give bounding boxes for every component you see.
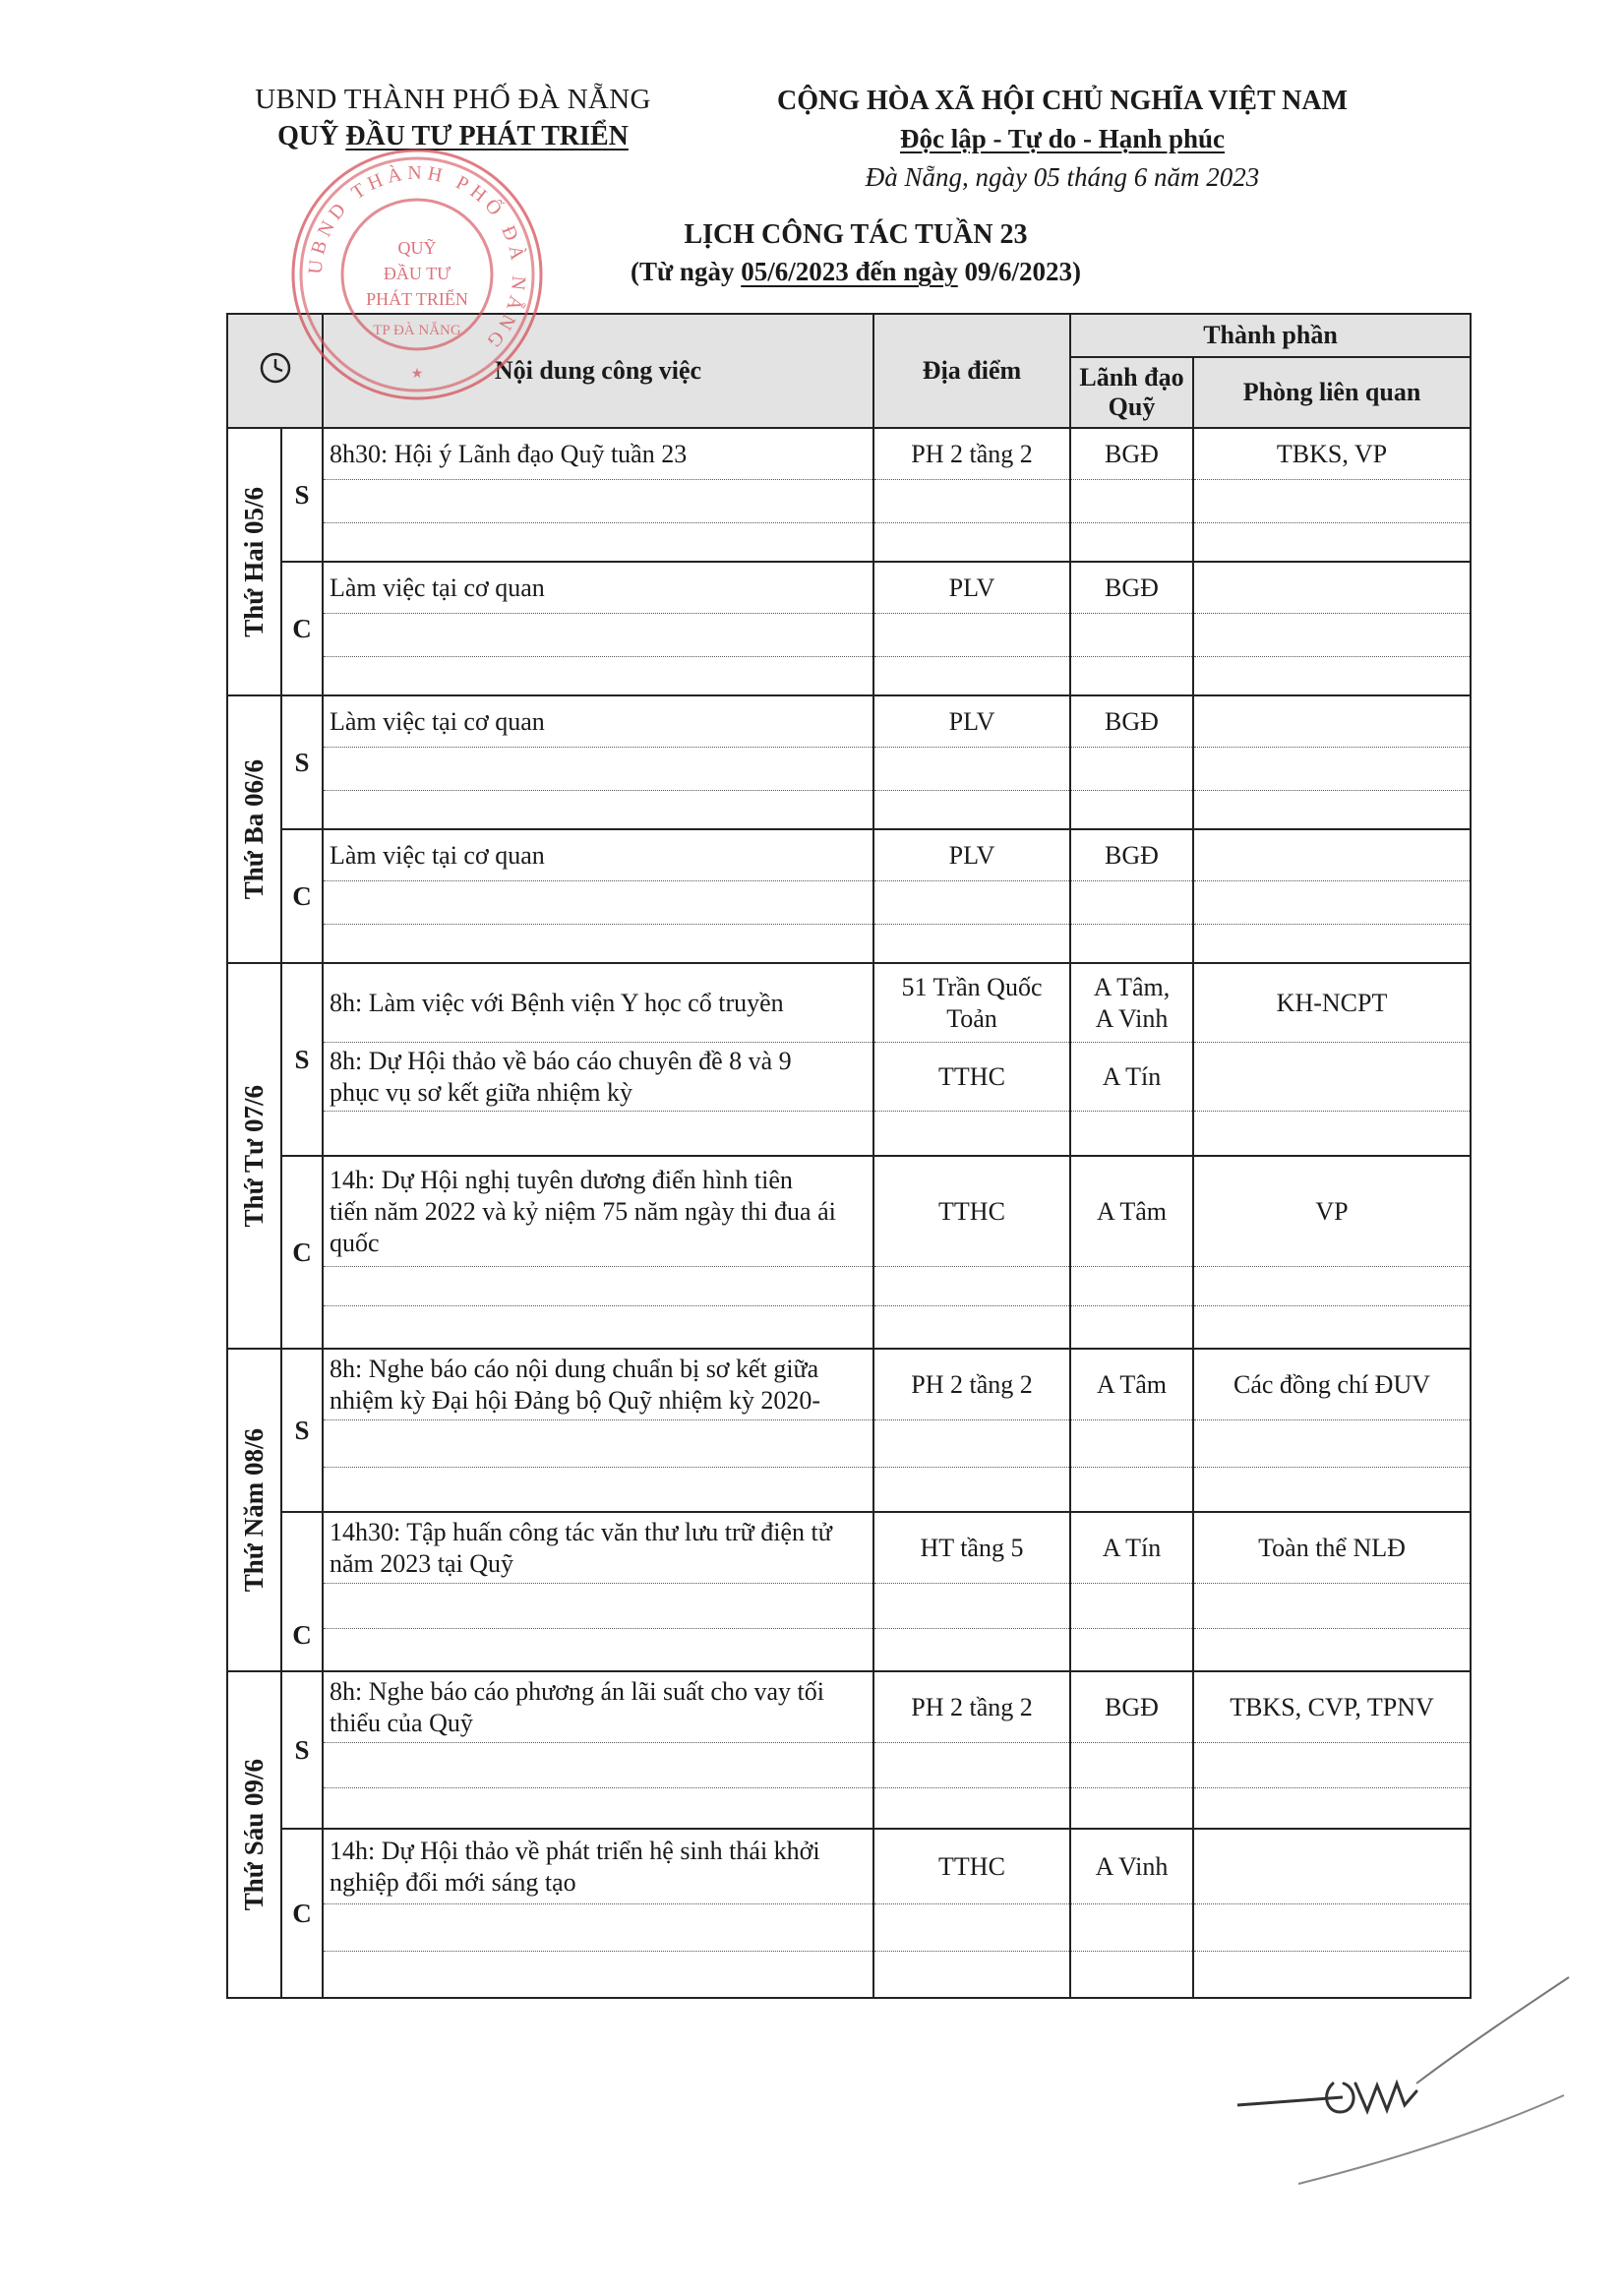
leader-value: BGĐ <box>1071 696 1192 748</box>
blank-line <box>874 881 1069 925</box>
day-cell <box>227 963 281 1349</box>
blank-line <box>874 480 1069 523</box>
national-title: CỘNG HÒA XÃ HỘI CHỦ NGHĨA VIỆT NAM <box>776 86 1349 116</box>
seal-center-3: PHÁT TRIỂN <box>366 289 468 309</box>
location-value: PH 2 tầng 2 <box>874 1672 1069 1743</box>
seal-ring-text: UBND THÀNH PHỐ ĐÀ NẴNG <box>304 161 530 355</box>
blank-line <box>874 748 1069 791</box>
blank-line <box>874 1743 1069 1788</box>
location-value: PLV <box>874 830 1069 881</box>
content-multiline <box>324 1350 872 1420</box>
location-cell <box>873 829 1070 963</box>
table-row <box>227 695 1471 829</box>
blank-line <box>1194 881 1470 925</box>
blank-line <box>324 657 872 694</box>
location-cell <box>873 1512 1070 1671</box>
blank-line <box>1071 748 1192 791</box>
blank-line <box>874 1629 1069 1670</box>
blank-line <box>1071 1306 1192 1348</box>
content-line: nhiệm kỳ Đại hội Đảng bộ Quỹ nhiệm kỳ 2020- <box>330 1385 820 1415</box>
content-cell <box>323 695 873 829</box>
leader-value: A Vinh <box>1071 1830 1192 1904</box>
location-header: Địa điểm <box>873 314 1070 428</box>
content-line: thiểu của Quỹ <box>330 1708 473 1737</box>
blank-line <box>1194 925 1470 962</box>
blank-line <box>324 1629 872 1670</box>
title-range-prefix: (Từ ngày <box>630 257 742 286</box>
session-code: C <box>281 829 323 963</box>
blank-line <box>874 791 1069 828</box>
day-label: Thứ Năm 08/6 <box>239 1427 269 1593</box>
blank-line <box>324 1904 872 1952</box>
blank-line <box>324 925 872 962</box>
leader-value: A Tín <box>1071 1043 1192 1112</box>
leader-value: BGĐ <box>1071 563 1192 614</box>
leader-cell <box>1070 695 1193 829</box>
blank-line <box>324 1267 872 1306</box>
content-multiline <box>324 1830 872 1904</box>
blank-line <box>324 748 872 791</box>
blank-line <box>1194 1043 1470 1112</box>
location-multiline <box>874 964 1069 1043</box>
content-line: 8h: Dự Hội thảo về báo cáo chuyên đề 8 và 9 <box>330 1046 792 1075</box>
content-cell <box>323 1829 873 1998</box>
day-cell <box>227 1671 281 1998</box>
content-header: Nội dung công việc <box>323 314 873 428</box>
schedule-table <box>226 313 1472 1999</box>
clock-icon <box>259 351 292 385</box>
content-line: 8h: Nghe báo cáo phương án lãi suất cho vay tối <box>330 1676 824 1706</box>
blank-line <box>1194 657 1470 694</box>
title-range-underlined: 05/6/2023 đến ngày <box>741 257 958 286</box>
location-cell <box>873 562 1070 695</box>
blank-line <box>1071 614 1192 657</box>
blank-line <box>1071 523 1192 561</box>
content-cell <box>323 1349 873 1512</box>
leader-cell <box>1070 963 1193 1156</box>
blank-line <box>1071 925 1192 962</box>
dept-value: VP <box>1194 1157 1470 1267</box>
content-line: 14h: Dự Hội nghị tuyên dương điển hình tiên <box>330 1165 793 1194</box>
blank-line <box>324 1112 872 1155</box>
blank-line <box>874 1306 1069 1348</box>
day-label: Thứ Sáu 09/6 <box>239 1758 269 1911</box>
content-line: 8h: Nghe báo cáo nội dung chuẩn bị sơ kết giữa <box>330 1354 819 1383</box>
blank-line <box>874 657 1069 694</box>
blank-line <box>1194 523 1470 561</box>
document-title <box>551 216 1161 289</box>
blank-line <box>874 1420 1069 1468</box>
title-range <box>551 254 1161 289</box>
location-cell <box>873 428 1070 562</box>
blank-line <box>1194 563 1470 614</box>
leader-value: BGĐ <box>1071 429 1192 480</box>
blank-line <box>324 1584 872 1629</box>
content-line: 8h30: Hội ý Lãnh đạo Quỹ tuần 23 <box>324 429 872 480</box>
leader-cell <box>1070 1156 1193 1349</box>
location-cell <box>873 963 1070 1156</box>
blank-line <box>1071 1952 1192 1997</box>
session-code: S <box>281 963 323 1156</box>
blank-line <box>874 1904 1069 1952</box>
leader-value: A Tâm <box>1071 1157 1192 1267</box>
leader-value: A Tâm, <box>1093 972 1171 1001</box>
dept-value: Toàn thể NLĐ <box>1194 1513 1470 1584</box>
leader-cell <box>1070 428 1193 562</box>
leader-value: BGĐ <box>1071 1672 1192 1743</box>
issuer-line-2-prefix: QUỸ <box>277 121 346 151</box>
blank-line <box>874 614 1069 657</box>
dept-header: Phòng liên quan <box>1193 357 1471 428</box>
location-value: TTHC <box>874 1830 1069 1904</box>
content-multiline <box>324 1513 872 1584</box>
session-code: S <box>281 428 323 562</box>
blank-line <box>1071 657 1192 694</box>
blank-line <box>1194 480 1470 523</box>
table-row <box>227 1349 1471 1512</box>
content-line: phục vụ sơ kết giữa nhiệm kỳ <box>330 1077 633 1107</box>
blank-line <box>1194 1788 1470 1828</box>
blank-line <box>874 925 1069 962</box>
blank-line <box>1194 1743 1470 1788</box>
dept-cell <box>1193 1156 1471 1349</box>
blank-line <box>324 1952 872 1997</box>
blank-line <box>324 1306 872 1348</box>
blank-line <box>1071 1788 1192 1828</box>
location-value: TTHC <box>874 1157 1069 1267</box>
table-row <box>227 562 1471 695</box>
title-main: LỊCH CÔNG TÁC TUẦN 23 <box>684 219 1028 250</box>
content-line: Làm việc tại cơ quan <box>324 696 872 748</box>
dept-cell <box>1193 1671 1471 1829</box>
dept-cell <box>1193 562 1471 695</box>
location-value: HT tầng 5 <box>874 1513 1069 1584</box>
content-cell <box>323 829 873 963</box>
blank-line <box>874 1584 1069 1629</box>
content-line: năm 2023 tại Quỹ <box>330 1548 514 1578</box>
blank-line <box>874 1468 1069 1511</box>
blank-line <box>1071 881 1192 925</box>
content-multiline <box>324 1043 872 1112</box>
table-row <box>227 428 1471 562</box>
location-cell <box>873 1349 1070 1512</box>
content-line: Làm việc tại cơ quan <box>324 830 872 881</box>
official-seal <box>288 146 546 403</box>
blank-line <box>874 1112 1069 1155</box>
location-cell <box>873 1829 1070 1998</box>
blank-line <box>324 1743 872 1788</box>
issuer-line-1: UBND THÀNH PHỐ ĐÀ NẴNG <box>255 84 651 115</box>
blank-line <box>324 480 872 523</box>
content-line: 8h: Làm việc với Bệnh viện Y học cổ truyền <box>324 964 872 1043</box>
blank-line <box>1194 1830 1470 1904</box>
seal-center-1: QUỸ <box>397 238 437 258</box>
location-value: PLV <box>874 563 1069 614</box>
location-cell <box>873 1671 1070 1829</box>
leader-multiline <box>1071 964 1192 1043</box>
content-cell <box>323 963 873 1156</box>
blank-line <box>1071 1112 1192 1155</box>
blank-line <box>1194 791 1470 828</box>
day-label: Thứ Hai 05/6 <box>239 486 269 637</box>
motto-wrap <box>772 120 1353 157</box>
location-cell <box>873 1156 1070 1349</box>
session-code: C <box>281 1829 323 1998</box>
content-line: 14h30: Tập huấn công tác văn thư lưu trữ điện tử <box>330 1517 832 1546</box>
content-cell <box>323 1156 873 1349</box>
blank-line <box>324 614 872 657</box>
blank-line <box>324 523 872 561</box>
blank-line <box>1071 1420 1192 1468</box>
blank-line <box>1194 748 1470 791</box>
seal-star: ★ <box>410 366 424 382</box>
leader-cell <box>1070 829 1193 963</box>
content-line: Làm việc tại cơ quan <box>324 563 872 614</box>
seal-bottom: TP ĐÀ NẴNG <box>373 323 461 338</box>
location-value: PH 2 tầng 2 <box>874 1350 1069 1420</box>
content-cell <box>323 1512 873 1671</box>
location-value: TTHC <box>874 1043 1069 1112</box>
leader-cell <box>1070 1512 1193 1671</box>
table-row <box>227 1156 1471 1349</box>
leader-cell <box>1070 1349 1193 1512</box>
place-date: Đà Nẵng, ngày 05 tháng 6 năm 2023 <box>865 162 1260 192</box>
session-code: S <box>281 1671 323 1829</box>
blank-line <box>1071 1584 1192 1629</box>
blank-line <box>1194 1584 1470 1629</box>
blank-line <box>1071 1267 1192 1306</box>
blank-line <box>324 1788 872 1828</box>
content-cell <box>323 1671 873 1829</box>
session-code: C <box>281 1156 323 1349</box>
blank-line <box>1194 1629 1470 1670</box>
content-cell <box>323 428 873 562</box>
content-line: nghiệp đổi mới sáng tạo <box>330 1867 576 1897</box>
table-row <box>227 829 1471 963</box>
blank-line <box>1194 830 1470 881</box>
blank-line <box>1194 614 1470 657</box>
dept-value: KH-NCPT <box>1194 964 1470 1043</box>
blank-line <box>1194 1904 1470 1952</box>
blank-line <box>1071 1629 1192 1670</box>
day-label: Thứ Ba 06/6 <box>239 758 269 900</box>
dept-value: TBKS, VP <box>1194 429 1470 480</box>
content-line: 14h: Dự Hội thảo về phát triển hệ sinh thái khởi <box>330 1836 820 1865</box>
blank-line <box>1071 791 1192 828</box>
dept-cell <box>1193 1512 1471 1671</box>
issuer-line-2-underlined: ĐẦU TƯ PHÁT TRIỂN <box>345 121 629 151</box>
blank-line <box>1071 1468 1192 1511</box>
blank-line <box>874 523 1069 561</box>
location-value: Toản <box>946 1003 997 1033</box>
day-cell <box>227 695 281 963</box>
dept-cell <box>1193 829 1471 963</box>
content-multiline <box>324 1157 872 1267</box>
leader-cell <box>1070 1671 1193 1829</box>
blank-line <box>1194 1112 1470 1155</box>
location-value: 51 Trần Quốc <box>901 972 1043 1001</box>
leader-cell <box>1070 1829 1193 1998</box>
blank-line <box>1194 1420 1470 1468</box>
content-line: tiến năm 2022 và kỷ niệm 75 năm ngày thi đua ái <box>330 1196 836 1226</box>
leader-value: BGĐ <box>1071 830 1192 881</box>
dept-cell <box>1193 1349 1471 1512</box>
blank-line <box>1071 480 1192 523</box>
content-line: quốc <box>330 1228 380 1257</box>
table-row <box>227 963 1471 1156</box>
national-motto: Độc lập - Tự do - Hạnh phúc <box>899 124 1226 153</box>
day-label: Thứ Tư 07/6 <box>239 1084 269 1228</box>
session-code: C <box>281 1512 323 1671</box>
location-cell <box>873 695 1070 829</box>
blank-line <box>1194 1267 1470 1306</box>
title-range-suffix: 09/6/2023) <box>957 257 1081 286</box>
content-multiline <box>324 1672 872 1743</box>
blank-line <box>1071 1743 1192 1788</box>
table-row <box>227 1671 1471 1829</box>
blank-line <box>1194 1306 1470 1348</box>
location-value: PLV <box>874 696 1069 748</box>
dept-cell <box>1193 963 1471 1156</box>
blank-line <box>874 1267 1069 1306</box>
seal-center-2: ĐẦU TƯ <box>383 264 451 283</box>
session-code: C <box>281 562 323 695</box>
blank-line <box>874 1952 1069 1997</box>
blank-line <box>874 1788 1069 1828</box>
leader-cell <box>1070 562 1193 695</box>
leader-value: A Tín <box>1071 1513 1192 1584</box>
session-code: S <box>281 695 323 829</box>
blank-line <box>324 881 872 925</box>
dept-value: Các đồng chí ĐUV <box>1194 1350 1470 1420</box>
leader-value: A Tâm <box>1071 1350 1192 1420</box>
national-header <box>772 83 1353 197</box>
leader-header: Lãnh đạo Quỹ <box>1070 357 1193 428</box>
table-row <box>227 1512 1471 1671</box>
signature <box>1230 1967 1603 2203</box>
blank-line <box>1071 1904 1192 1952</box>
session-code: S <box>281 1349 323 1512</box>
dept-cell <box>1193 428 1471 562</box>
day-cell <box>227 428 281 695</box>
leader-value: A Vinh <box>1095 1003 1169 1033</box>
participants-header: Thành phần <box>1070 314 1471 357</box>
location-value: PH 2 tầng 2 <box>874 429 1069 480</box>
dept-cell <box>1193 695 1471 829</box>
blank-line <box>324 1468 872 1511</box>
blank-line <box>324 1420 872 1468</box>
day-cell <box>227 1349 281 1671</box>
blank-line <box>1194 1468 1470 1511</box>
dept-value: TBKS, CVP, TPNV <box>1194 1672 1470 1743</box>
blank-line <box>1194 696 1470 748</box>
blank-line <box>324 791 872 828</box>
issuer-block <box>224 81 682 155</box>
content-cell <box>323 562 873 695</box>
